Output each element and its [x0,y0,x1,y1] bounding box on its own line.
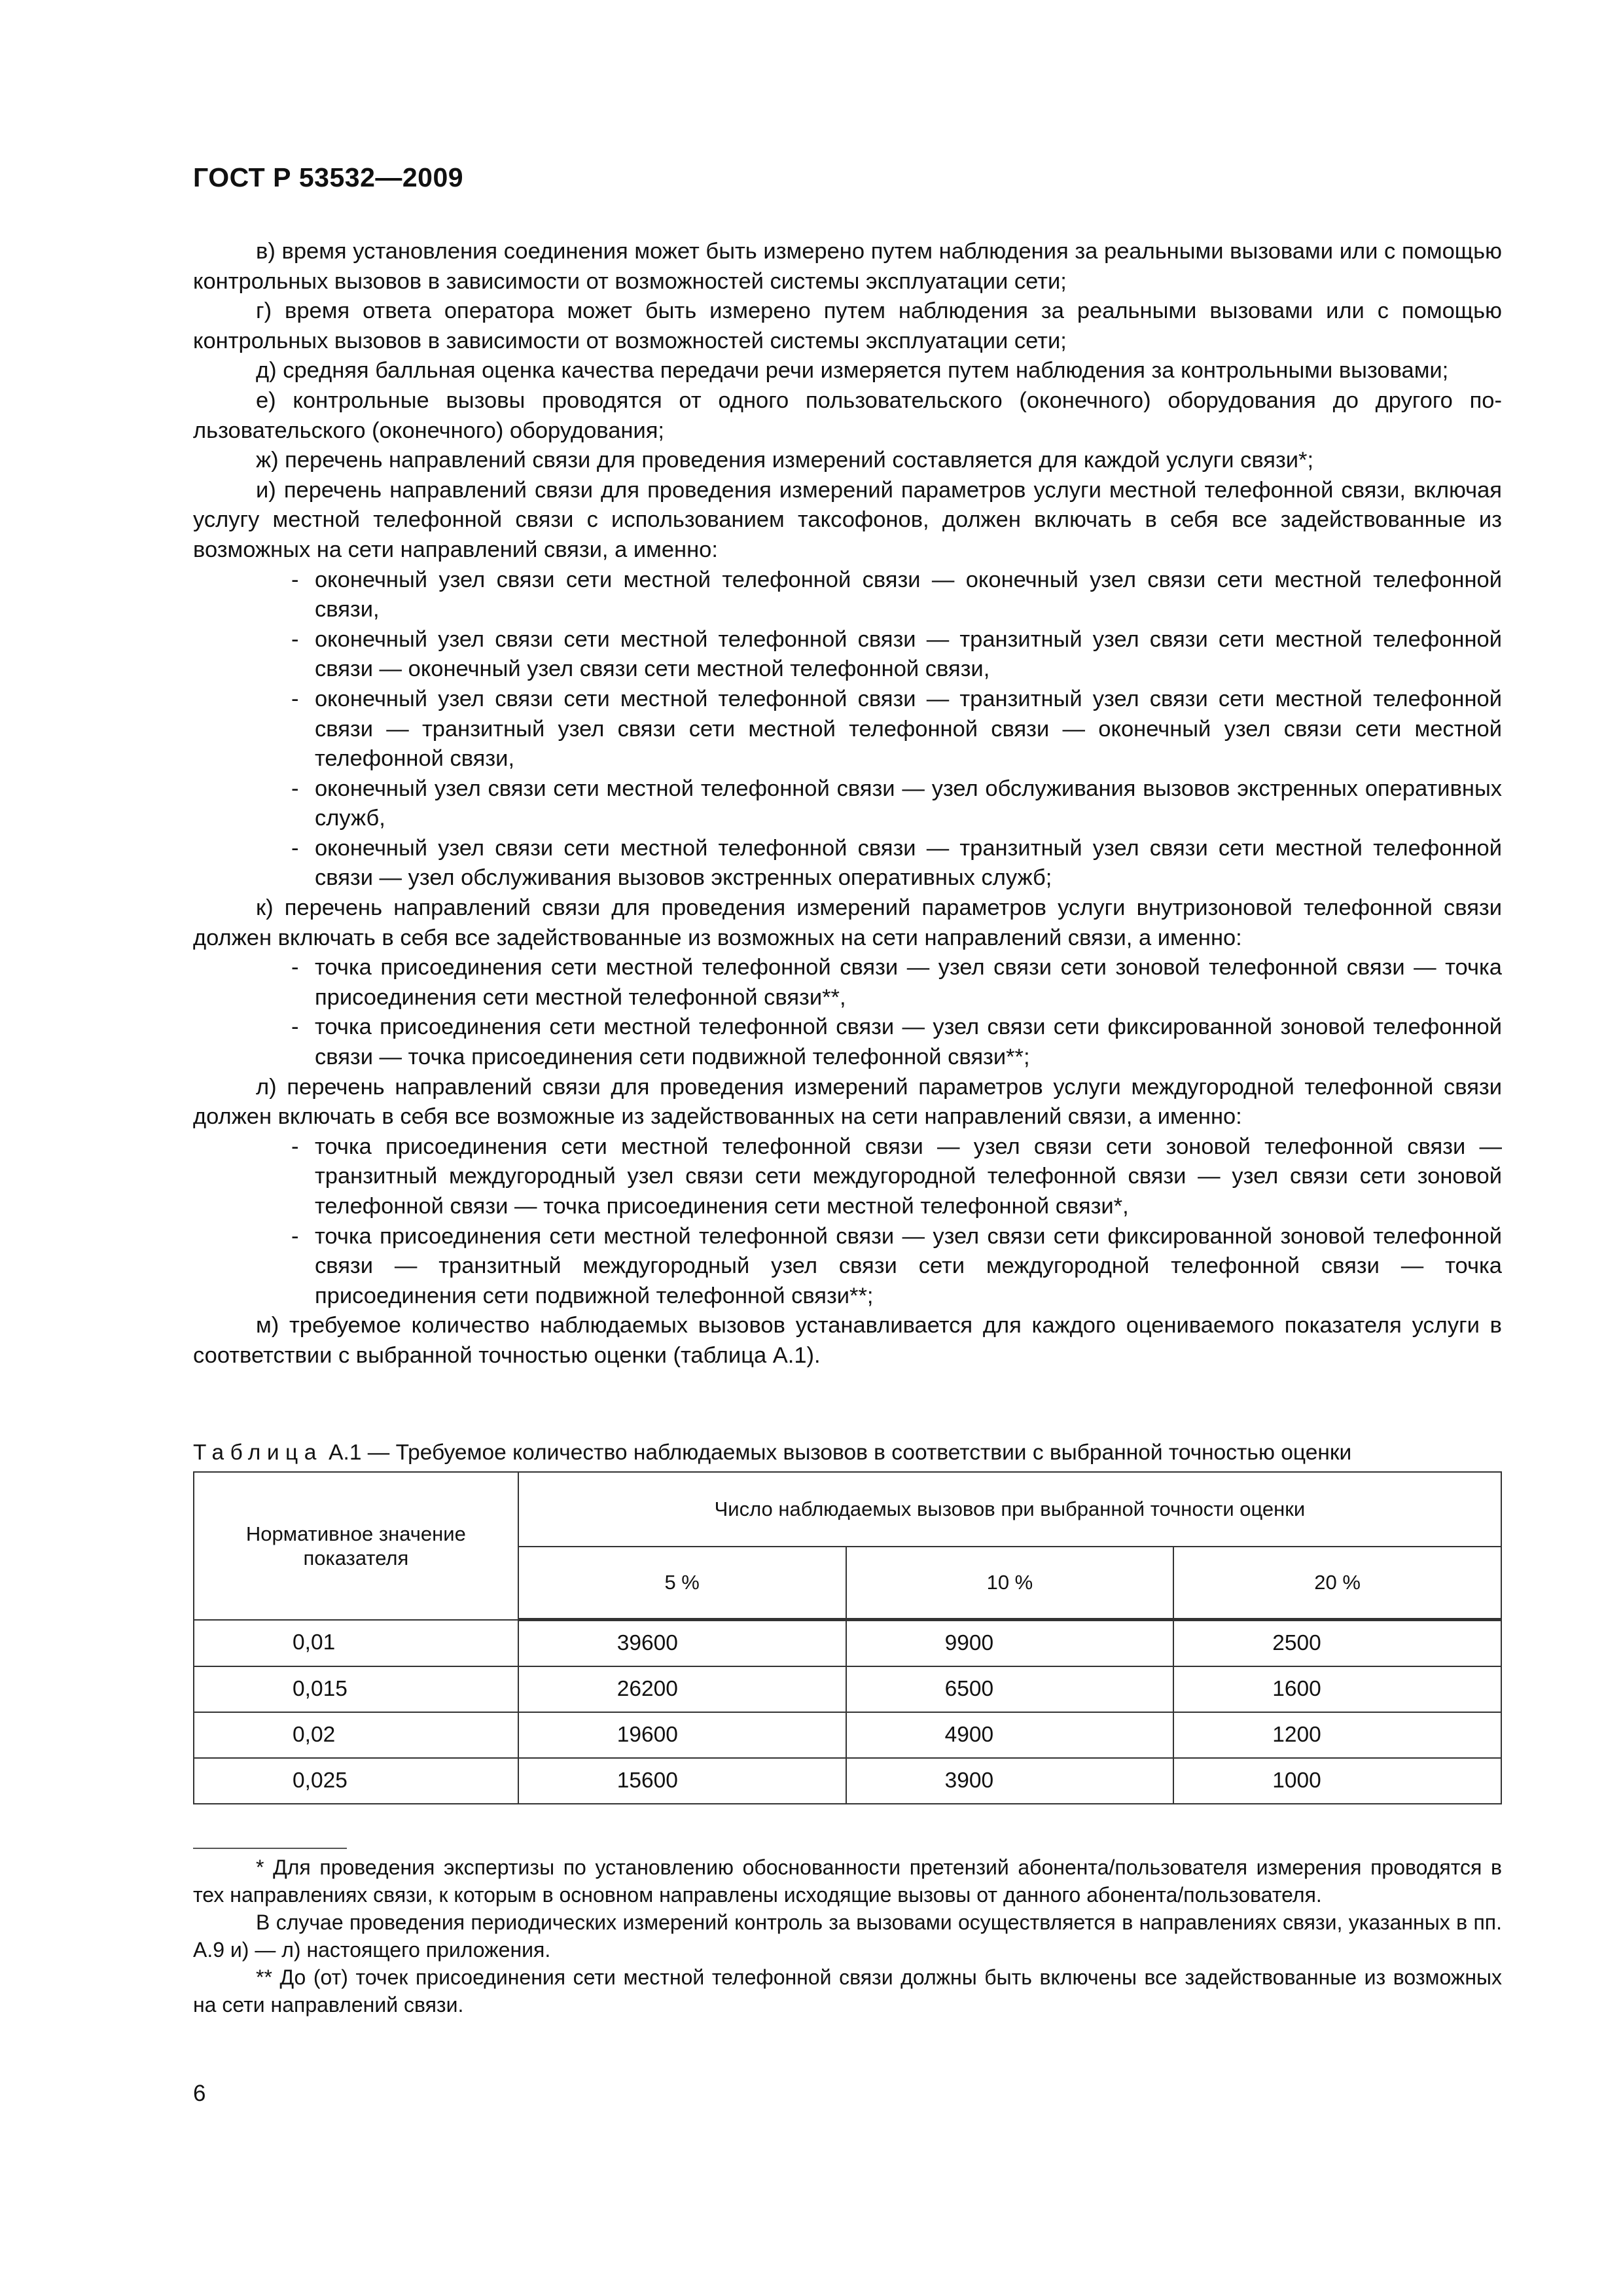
header-accuracy-5: 5 % [518,1547,846,1620]
document-page [193,0,1502,2296]
list-item-text: оконечный узел связи сети местной телефонной связи — транзитный узел связи сети местной телефонной связи — оконечный узел связи сети местной телефонной связи, [315,626,1502,682]
standard-header: ГОСТ Р 53532—2009 [193,162,464,192]
list-item: - оконечный узел связи сети местной телефонной связи — транзитный узел связи сети местной телефонной связи — узел обслуживания вызовов экстренных оперативных служб; [291,835,1502,891]
cell-calls-10: 3900 [846,1758,1174,1804]
table-row [194,1712,1501,1758]
cell-calls-10: 4900 [846,1712,1174,1758]
cell-calls-5: 26200 [518,1666,846,1712]
cell-calls-5: 19600 [518,1712,846,1758]
header-accuracy-10: 10 % [846,1547,1174,1620]
footnote-double-star: ** До (от) точек присоединения сети местной телефонной связи должны быть включены все задействованные из возможных на сети направлений связи. [193,1965,1502,2017]
list-item-text: точка присоединения сети местной телефонной связи — узел связи сети фиксированной зоновой телефонной связи — транзитный междугородный узел связи сети междугородной телефонной связи — точка присоединения сети подвижной телефонной связи**; [315,1223,1502,1308]
list-item-text: точка присоединения сети местной телефонной связи — узел связи сети зоновой телефонной связи — точка присоединения сети местной телефонной связи**, [315,955,1502,1010]
header-accuracy-20: 20 % [1173,1547,1501,1620]
paragraph-k: к) перечень направлений связи для проведения измерений параметров услуги внутризоновой телефонной связи должен включать в себя все задействованные из возможных на сети направлений связи, а именно: [193,895,1502,950]
body-text [193,237,1502,1371]
list-item: - оконечный узел связи сети местной телефонной связи — транзитный узел связи сети местной телефонной связи — оконечный узел связи сети местной телефонной связи, [291,626,1502,682]
list-item-text: точка присоединения сети местной телефонной связи — узел связи сети зоновой телефонной связи — транзитный междугородный узел связи сети междугородной телефонной связи — узел связи сети зоновой телефонной связи — точка присоединения сети местной телефонной связи*, [315,1134,1502,1219]
list-item-text: оконечный узел связи сети местной телефонной связи — узел обслуживания вызовов экстренных оперативных служб, [315,776,1502,831]
cell-normative-value: 0,02 [194,1712,518,1758]
paragraph-e: е) контрольные вызовы проводятся от одного пользовательского (оконечного) оборудования до другого пользовательского (оконечного) оборудования; [193,387,1502,443]
list-item: - точка присоединения сети местной телефонной связи — узел связи сети зоновой телефонной связи — точка присоединения сети местной телефонной связи**, [291,955,1502,1010]
paragraph-l: л) перечень направлений связи для проведения измерений параметров услуги междугородной телефонной связи должен включать в себя все возможные из задействованных на сети направлений связи, а именно: [193,1074,1502,1130]
table-row [194,1758,1501,1804]
paragraph-d: д) средняя балльная оценка качества передачи речи измеряется путем наблюдения за контрольными вызовами; [256,358,1449,384]
cell-calls-20: 2500 [1173,1620,1501,1667]
cell-normative-value: 0,025 [194,1758,518,1804]
cell-calls-10: 9900 [846,1620,1174,1667]
page-number: 6 [193,2081,206,2106]
cell-calls-20: 1000 [1173,1758,1501,1804]
list-item-text: точка присоединения сети местной телефонной связи — узел связи сети фиксированной зоновой телефонной связи — точка присоединения сети подвижной телефонной связи**; [315,1014,1502,1070]
paragraph-g: г) время ответа оператора может быть измерено путем наблюдения за реальными вызовами или с помощью контрольных вызовов в зависимости от возможностей системы эксплуатации сети; [193,298,1502,353]
table-row [194,1666,1501,1712]
table-row [194,1620,1501,1667]
cell-calls-10: 6500 [846,1666,1174,1712]
list-item-text: оконечный узел связи сети местной телефонной связи — оконечный узел связи сети местной телефонной связи, [315,567,1502,622]
list-item: - оконечный узел связи сети местной телефонной связи — транзитный узел связи сети местной телефонной связи — транзитный узел связи сети местной телефонной связи — оконечный узел связи сети местной телефонной связи, [291,686,1502,772]
table-header-row [194,1472,1501,1547]
paragraph-i: и) перечень направлений связи для проведения измерений параметров услуги местной телефонной связи, включая услугу местной телефонной связи с использованием таксофонов, должен включать в себя все задействованные из возможных на сети направлений связи, а именно: [193,477,1502,562]
header-normative-value: Нормативное значение показателя [194,1472,518,1620]
list-item: - точка присоединения сети местной телефонной связи — узел связи сети фиксированной зоновой телефонной связи — транзитный междугородный узел связи сети междугородной телефонной связи — точка присоединения сети подвижной телефонной связи**; [291,1223,1502,1308]
list-item-text: оконечный узел связи сети местной телефонной связи — транзитный узел связи сети местной телефонной связи — узел обслуживания вызовов экстренных оперативных служб; [315,835,1502,891]
cell-calls-5: 15600 [518,1758,846,1804]
paragraph-zh: ж) перечень направлений связи для проведения измерений составляется для каждой услуги связи*; [256,448,1314,473]
list-item: - оконечный узел связи сети местной телефонной связи — оконечный узел связи сети местной телефонной связи, [291,567,1502,622]
list-item: - точка присоединения сети местной телефонной связи — узел связи сети фиксированной зоновой телефонной связи — точка присоединения сети подвижной телефонной связи**; [291,1014,1502,1070]
calls-table [193,1471,1502,1804]
header-calls-group: Число наблюдаемых вызовов при выбранной точности оценки [518,1472,1501,1547]
cell-normative-value: 0,01 [194,1620,518,1667]
paragraph-v: в) время установления соединения может быть измерено путем наблюдения за реальными вызовами или с помощью контрольных вызовов в зависимости от возможностей системы эксплуатации сети; [193,239,1502,294]
list-item-text: оконечный узел связи сети местной телефонной связи — транзитный узел связи сети местной телефонной связи — транзитный узел связи сети местной телефонной связи — оконечный узел связи сети местной телефонной связи, [315,686,1502,772]
footnotes [193,1854,1502,2018]
cell-normative-value: 0,015 [194,1666,518,1712]
cell-calls-5: 39600 [518,1620,846,1667]
table-caption-text: А.1 — Требуемое количество наблюдаемых вызовов в соответствии с выбранной точностью оценки [322,1441,1352,1465]
footnote-star: * Для проведения экспертизы по установлению обоснованности претензий абонента/пользователя измерения проводятся в тех направлениях связи, к которым в основном направлены исходящие вызовы от данного абонента/пользователя. [193,1856,1502,1907]
list-item: - оконечный узел связи сети местной телефонной связи — узел обслуживания вызовов экстренных оперативных служб, [291,776,1502,831]
table-caption [193,1439,1505,1467]
list-item: - точка присоединения сети местной телефонной связи — узел связи сети зоновой телефонной связи — транзитный междугородный узел связи сети междугородной телефонной связи — узел связи сети зоновой телефонной связи — точка присоединения сети местной телефонной связи*, [291,1134,1502,1219]
footnote-periodic: В случае проведения периодических измерений контроль за вызовами осуществляется в направлениях связи, указанных в пп. А.9 и) — л) настоящего приложения. [193,1910,1502,1962]
table-caption-label: Таблица [193,1441,323,1465]
cell-calls-20: 1600 [1173,1666,1501,1712]
footnote-separator [193,1848,347,1849]
paragraph-m: м) требуемое количество наблюдаемых вызовов устанавливается для каждого оцениваемого показателя услуги в соответствии с выбранной точностью оценки (таблица А.1). [193,1313,1502,1368]
cell-calls-20: 1200 [1173,1712,1501,1758]
